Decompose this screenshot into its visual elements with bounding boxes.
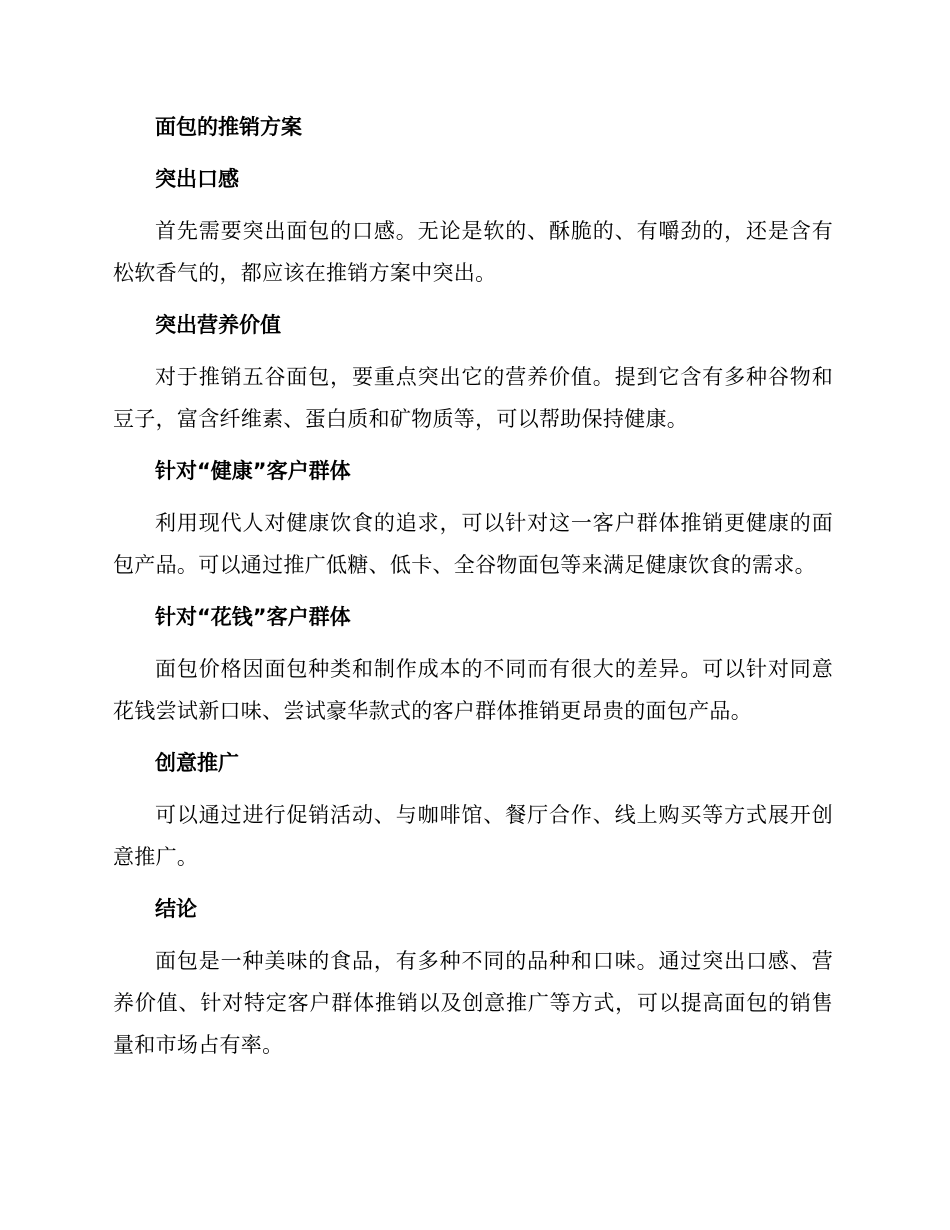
- document-content: [113, 106, 833, 1076]
- section-body-nutrition: 对于推销五谷面包，要重点突出它的营养价值。提到它含有多种谷物和豆子，富含纤维素、蛋白质和矿物质等，可以帮助保持健康。: [113, 365, 833, 431]
- section-heading-nutrition: 突出营养价值: [155, 313, 281, 337]
- section-body-spending-customers: 面包价格因面包种类和制作成本的不同而有很大的差异。可以针对同意花钱尝试新口味、尝试豪华款式的客户群体推销更昂贵的面包产品。: [113, 657, 833, 723]
- section-heading-conclusion: 结论: [155, 897, 197, 921]
- section-body-conclusion: 面包是一种美味的食品，有多种不同的品种和口味。通过突出口感、营养价值、针对特定客户群体推销以及创意推广等方式，可以提高面包的销售量和市场占有率。: [113, 949, 833, 1057]
- section-heading-health-customers: 针对“健康”客户群体: [155, 459, 351, 483]
- section-heading-texture: 突出口感: [155, 167, 239, 191]
- section-body-creative-promotion: 可以通过进行促销活动、与咖啡馆、餐厅合作、线上购买等方式展开创意推广。: [113, 803, 833, 869]
- section-body-texture: 首先需要突出面包的口感。无论是软的、酥脆的、有嚼劲的，还是含有松软香气的，都应该在推销方案中突出。: [113, 219, 833, 285]
- section-body-health-customers: 利用现代人对健康饮食的追求，可以针对这一客户群体推销更健康的面包产品。可以通过推广低糖、低卡、全谷物面包等来满足健康饮食的需求。: [113, 511, 833, 577]
- document-title: 面包的推销方案: [155, 115, 302, 139]
- section-heading-creative-promotion: 创意推广: [155, 751, 239, 775]
- section-heading-spending-customers: 针对“花钱”客户群体: [155, 605, 351, 629]
